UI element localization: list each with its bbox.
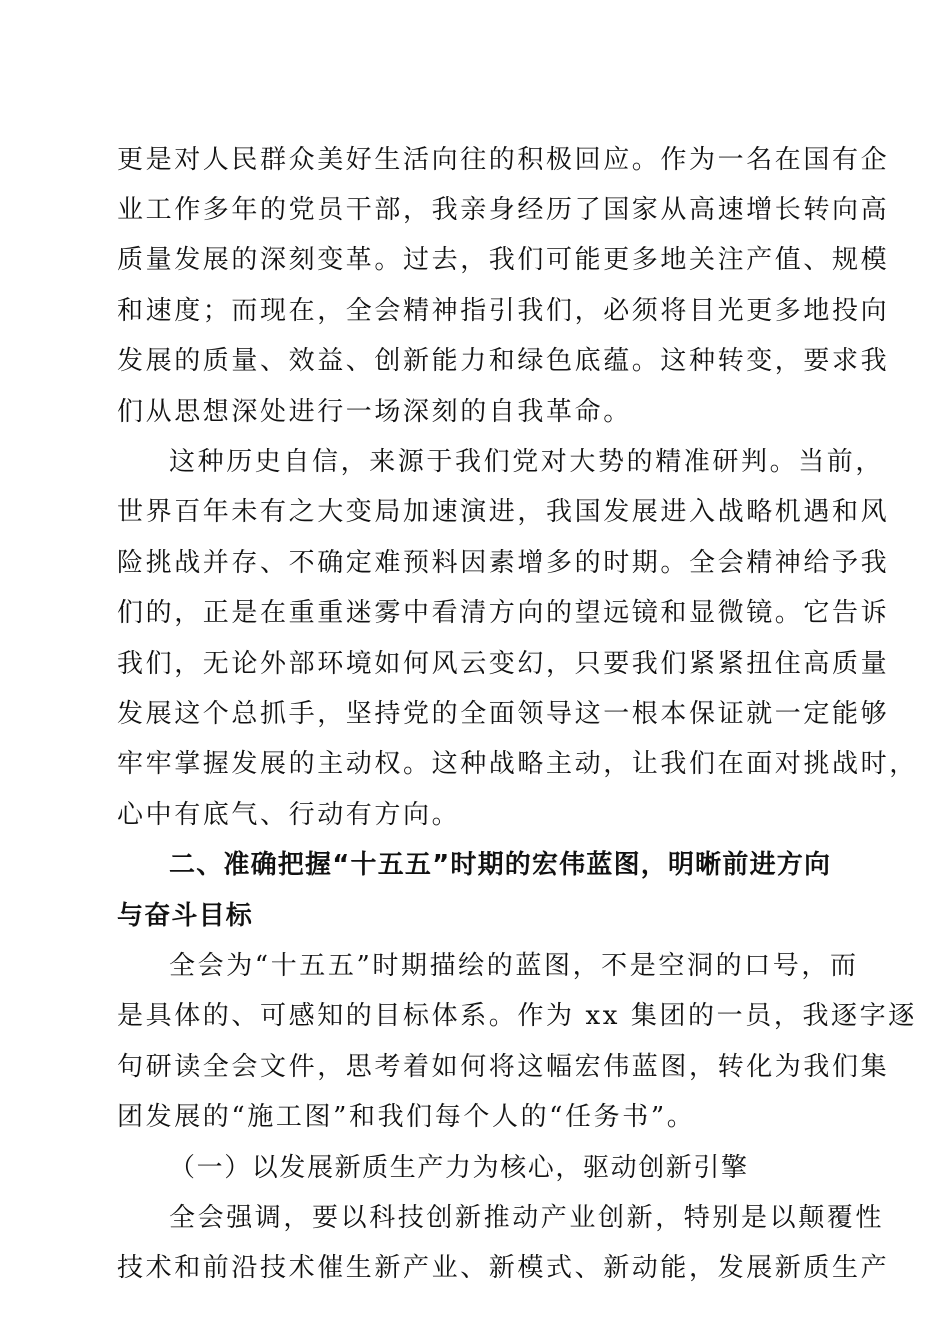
paragraph-line: 团发展的“施工图”和我们每个人的“任务书”。	[117, 1102, 696, 1132]
section-heading: 与奋斗目标	[117, 901, 254, 931]
paragraph-line: 全会为“十五五”时期描绘的蓝图，不是空洞的口号，而	[169, 951, 859, 981]
paragraph-line: 句研读全会文件，思考着如何将这幅宏伟蓝图，转化为我们集	[117, 1052, 890, 1082]
paragraph-line: 更是对人民群众美好生活向往的积极回应。作为一名在国有企	[117, 145, 890, 175]
paragraph-line: 们从思想深处进行一场深刻的自我革命。	[117, 397, 632, 427]
paragraph-line: 们的，正是在重重迷雾中看清方向的望远镜和显微镜。它告诉	[117, 598, 890, 628]
paragraph-line: 技术和前沿技术催生新产业、新模式、新动能，发展新质生产	[117, 1253, 890, 1283]
section-heading: 二、准确把握“十五五”时期的宏伟蓝图，明晰前进方向	[169, 850, 832, 880]
paragraph-line: 世界百年未有之大变局加速演进，我国发展进入战略机遇和风	[117, 497, 890, 527]
paragraph-line: 业工作多年的党员干部，我亲身经历了国家从高速增长转向高	[117, 195, 890, 225]
paragraph-line: 全会强调，要以科技创新推动产业创新，特别是以颠覆性	[169, 1203, 885, 1233]
paragraph-line: 和速度；而现在，全会精神指引我们，必须将目光更多地投向	[117, 296, 890, 326]
paragraph-line: 险挑战并存、不确定难预料因素增多的时期。全会精神给予我	[117, 548, 890, 578]
paragraph-line: 牢牢掌握发展的主动权。这种战略主动，让我们在面对挑战时，	[117, 749, 918, 779]
paragraph-line: 是具体的、可感知的目标体系。作为 xx 集团的一员，我逐字逐	[117, 1001, 917, 1031]
paragraph-line: 质量发展的深刻变革。过去，我们可能更多地关注产值、规模	[117, 245, 890, 275]
paragraph-line: 心中有底气、行动有方向。	[117, 800, 461, 830]
subsection-heading: （一）以发展新质生产力为核心，驱动创新引擎	[169, 1153, 749, 1183]
paragraph-line: 发展这个总抓手，坚持党的全面领导这一根本保证就一定能够	[117, 699, 890, 729]
paragraph-line: 这种历史自信，来源于我们党对大势的精准研判。当前，	[169, 447, 885, 477]
paragraph-line: 我们，无论外部环境如何风云变幻，只要我们紧紧扭住高质量	[117, 649, 890, 679]
paragraph-line: 发展的质量、效益、创新能力和绿色底蕴。这种转变，要求我	[117, 346, 890, 376]
